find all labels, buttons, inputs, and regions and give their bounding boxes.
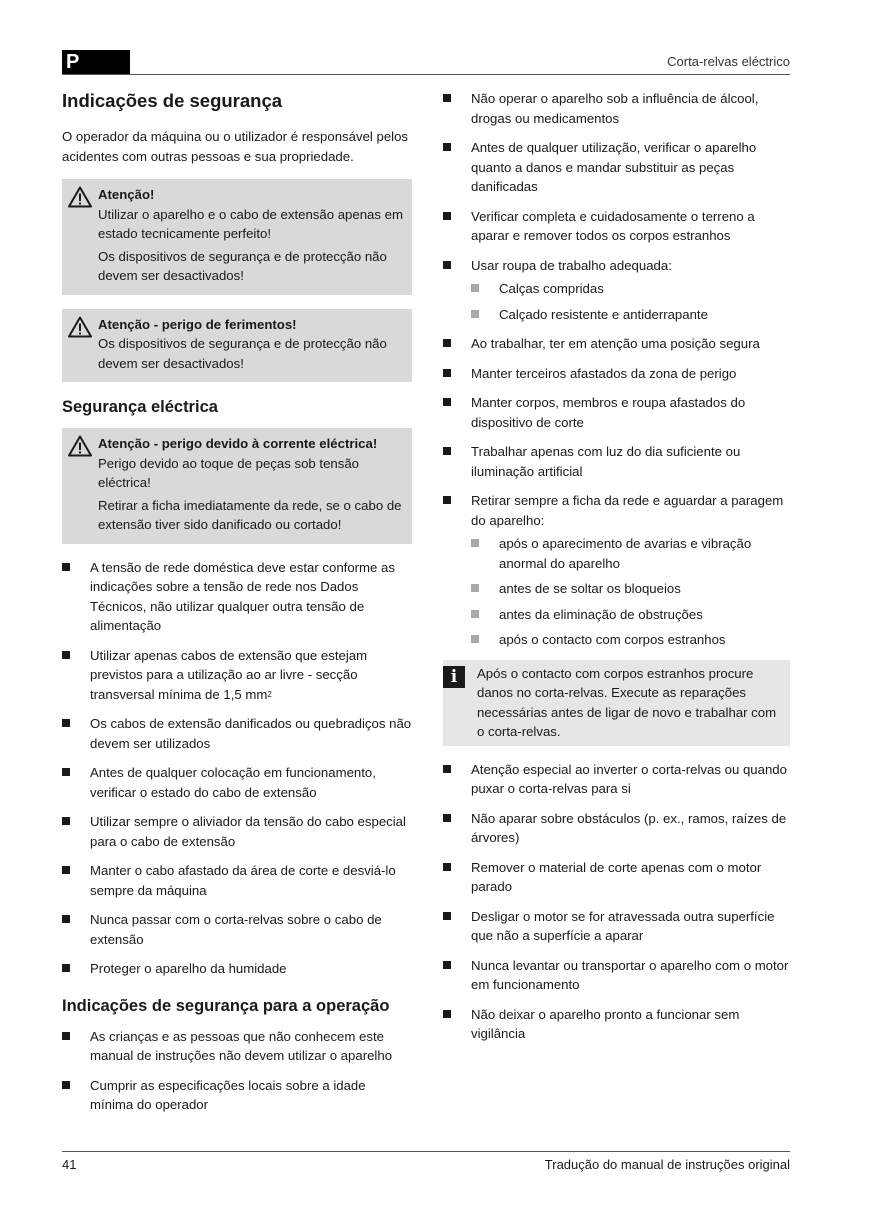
footer-title: Tradução do manual de instruções original [544,1157,790,1172]
list-item: Utilizar sempre o aliviador da tensão do cabo especial para o cabo de extensão [62,812,412,851]
section-title-safety: Indicações de segurança [62,90,283,111]
operation-list-final [443,760,790,1044]
superscript: 2 [267,689,272,699]
warning-triangle-icon [68,316,92,338]
warning-triangle-icon [68,435,92,457]
list-item: Manter o cabo afastado da área de corte e desviá-lo sempre da máquina [62,861,412,900]
list-item: Retirar sempre a ficha da rede e aguardar a paragem do aparelho: após o aparecimento de avarias e vibração anormal do aparelho antes de se soltar os bloqueios antes da eliminação de obstruções após o contacto com corpos estranhos [443,491,790,650]
electrical-safety-list [62,558,412,979]
sub-list-item: Calçado resistente e antiderrapante [471,305,790,325]
header-title: Corta-relvas eléctrico [667,54,790,69]
warning-text: Os dispositivos de segurança e de protecção não devem ser desactivados! [98,248,387,283]
list-item: Antes de qualquer utilização, verificar o aparelho quanto a danos e mandar substituir as peças danificadas [443,138,790,197]
plug-sublist [471,534,790,650]
list-item: Ao trabalhar, ter em atenção uma posição segura [443,334,790,354]
list-item: Utilizar apenas cabos de extensão que estejam previstos para a utilização ao ar livre - secção transversal mínima de 1,5 $mm^2$ [62,646,412,705]
list-item: Não aparar sobre obstáculos (p. ex., ramos, raízes de árvores) [443,809,790,848]
list-item: As crianças e as pessoas que não conhecem este manual de instruções não devem utilizar o aparelho [62,1027,412,1066]
section-title-operation: Indicações de segurança para a operação [62,996,390,1015]
list-item: Nunca levantar ou transportar o aparelho com o motor em funcionamento [443,956,790,995]
info-box [443,660,790,746]
list-item: Nunca passar com o corta-relvas sobre o cabo de extensão [62,910,412,949]
list-item: Trabalhar apenas com luz do dia suficiente ou iluminação artificial [443,442,790,481]
list-item: Verificar completa e cuidadosamente o terreno a aparar e remover todos os corpos estranhos [443,207,790,246]
sub-list-item: antes da eliminação de obstruções [471,605,790,625]
footer-rule [62,1151,790,1152]
list-item: Não operar o aparelho sob a influência de álcool, drogas ou medicamentos [443,89,790,128]
warning-title: Atenção - perigo de ferimentos! [98,316,297,332]
warning-title: Atenção! [98,187,155,202]
list-item: Desligar o motor se for atravessada outra superfície que não a superfície a aparar [443,907,790,946]
warning-box-attention [62,179,412,295]
warning-text: Retirar a ficha imediatamente da rede, se o cabo de extensão tiver sido danificado ou cortado! [98,497,402,532]
info-text: Após o contacto com corpos estranhos procure danos no corta-relvas. Execute as reparações necessárias antes de ligar de novo e trabalhar com o corta-relvas. [477,665,777,739]
list-item: A tensão de rede doméstica deve estar conforme as indicações sobre a tensão de rede nos Dados Técnicos, não utilizar qualquer outra tensão de alimentação [62,558,412,636]
warning-text: Utilizar o aparelho e o cabo de extensão apenas em estado tecnicamente perfeito! [98,206,403,241]
section-title-electrical: Segurança eléctrica [62,398,218,416]
left-column [62,89,412,1125]
list-item: Proteger o aparelho da humidade [62,959,412,979]
warning-text: Perigo devido ao toque de peças sob tensão eléctrica! [98,455,360,490]
warning-text: Os dispositivos de segurança e de protecção não devem ser desactivados! [98,336,387,371]
list-item: Usar roupa de trabalho adequada: Calças compridas Calçado resistente e antiderrapante [443,256,790,325]
warning-box-electric [62,428,412,544]
right-column [443,89,790,1054]
operation-safety-list [62,1027,412,1115]
sub-list-item: antes de se soltar os bloqueios [471,579,790,599]
warning-triangle-icon [68,186,92,208]
sub-list-item: após o aparecimento de avarias e vibração anormal do aparelho [471,534,790,573]
warning-box-injury [62,309,412,383]
language-tab: P [62,50,130,74]
list-item: Cumprir as especificações locais sobre a idade mínima do operador [62,1076,412,1115]
list-item: Manter corpos, membros e roupa afastados do dispositivo de corte [443,393,790,432]
list-item: Os cabos de extensão danificados ou quebradiços não devem ser utilizados [62,714,412,753]
sub-list-item: após o contacto com corpos estranhos [471,630,790,650]
sub-list-item: Calças compridas [471,279,790,299]
list-item: Manter terceiros afastados da zona de perigo [443,364,790,384]
clothing-sublist [471,279,790,324]
list-item: Antes de qualquer colocação em funcionamento, verificar o estado do cabo de extensão [62,763,412,802]
intro-paragraph: O operador da máquina ou o utilizador é responsável pelos acidentes com outras pessoas e sua propriedade. [62,129,409,164]
list-item: Não deixar o aparelho pronto a funcionar sem vigilância [443,1005,790,1044]
list-item: Remover o material de corte apenas com o motor parado [443,858,790,897]
warning-title: Atenção - perigo devido à corrente eléctrica! [98,436,378,451]
info-icon: i [443,666,465,688]
page-number: 41 [62,1157,77,1172]
operation-list-continued [443,89,790,650]
list-item: Atenção especial ao inverter o corta-relvas ou quando puxar o corta-relvas para si [443,760,790,799]
header-rule [62,74,790,75]
